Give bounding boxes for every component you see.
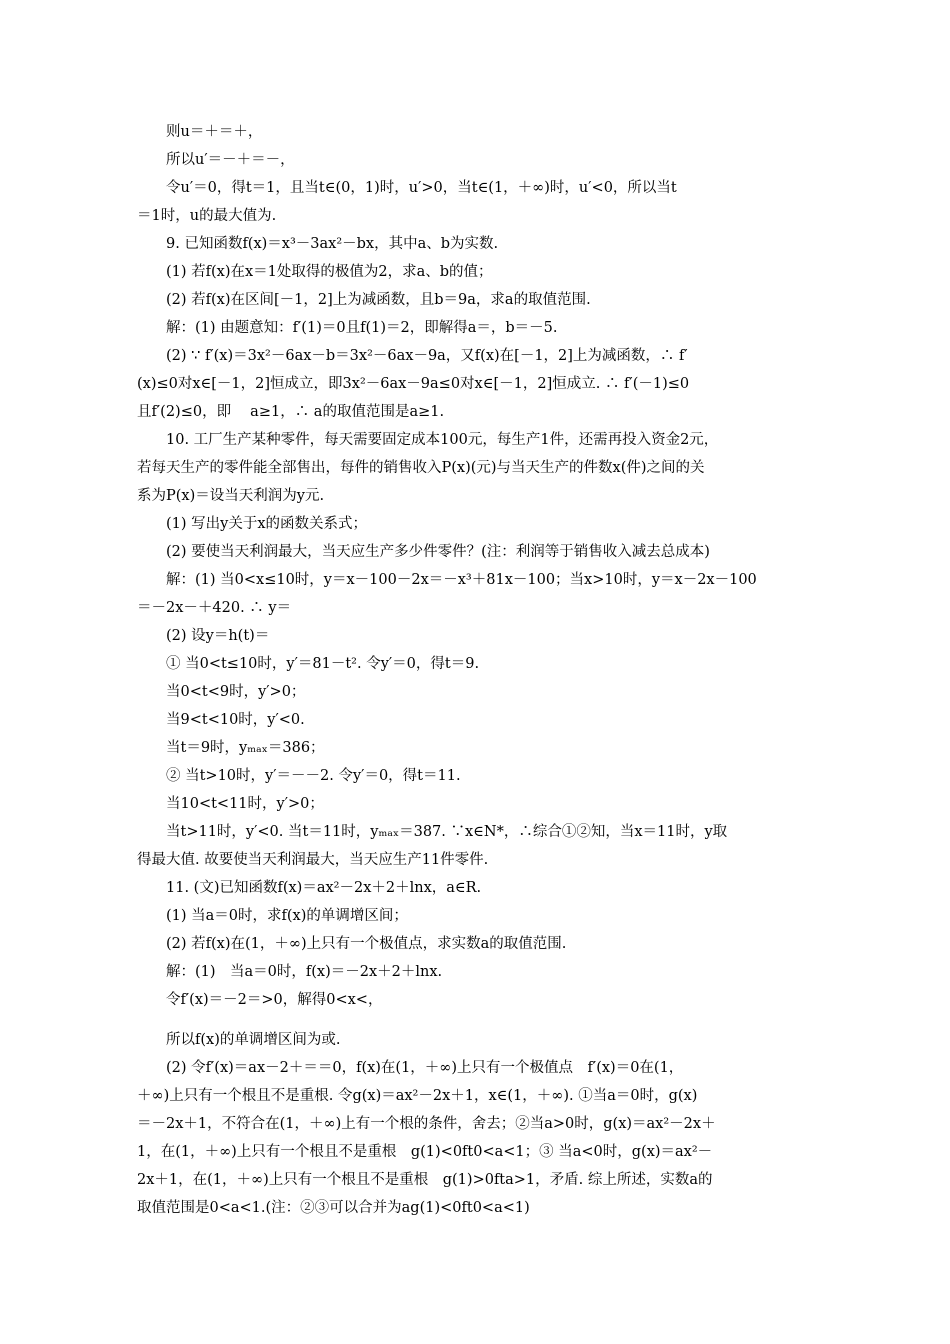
text-line: (2) 设y＝h(t)＝: [166, 628, 270, 644]
text-line: (2) ∵ f′(x)＝3x²－6ax－b＝3x²－6ax－9a，又f(x)在[－1，2]上为减函数，∴ f′: [166, 348, 688, 364]
text-line: 11. (文)已知函数f(x)＝ax²－2x＋2＋lnx，a∈R.: [166, 880, 482, 896]
text-line: ② 当t>10时，y′＝－－2. 令y′＝0，得t＝11.: [166, 768, 461, 784]
text-line: (1) 若f(x)在x＝1处取得的极值为2，求a、b的值；: [166, 264, 493, 280]
text-line: 若每天生产的零件能全部售出，每件的销售收入P(x)(元)与当天生产的件数x(件)之间的关: [137, 460, 705, 476]
text-line: ＝－2x－＋420. ∴ y＝: [137, 600, 292, 616]
text-line: (1) 当a＝0时，求f(x)的单调增区间；: [166, 908, 408, 924]
text-line: 9. 已知函数f(x)＝x³－3ax²－bx，其中a、b为实数.: [166, 236, 499, 252]
text-line: (2) 若f(x)在区间[－1，2]上为减函数，且b＝9a，求a的取值范围.: [166, 292, 591, 308]
text-line: ＝1时，u的最大值为.: [137, 208, 277, 224]
text-line: (2) 若f(x)在(1，＋∞)上只有一个极值点，求实数a的取值范围.: [166, 936, 567, 952]
text-line: 所以u′＝－＋＝－，: [166, 152, 295, 168]
text-line: 令u′＝0，得t＝1，且当t∈(0，1)时，u′>0，当t∈(1，＋∞)时，u′<0，所以当t: [166, 180, 677, 196]
text-line: 且f′(2)≤0，即 a≥1，∴ a的取值范围是a≥1.: [137, 404, 445, 420]
text-line: 10. 工厂生产某种零件，每天需要固定成本100元，每生产1件，还需再投入资金2元，: [166, 432, 719, 448]
text-line: 解：(1) 由题意知：f′(1)＝0且f(1)＝2，即解得a＝，b＝－5.: [166, 320, 558, 336]
text-line: 解：(1) 当0<x≤10时，y＝x－100－2x＝－x³＋81x－100；当x>10时，y＝x－2x－100: [166, 572, 757, 588]
text-line: 当10<t<11时，y′>0；: [166, 796, 324, 812]
text-line: 得最大值. 故要使当天利润最大，当天应生产11件零件.: [137, 852, 489, 868]
text-line: 取值范围是0<a<1.(注：②③可以合并为ag(1)<0ft0<a<1): [137, 1200, 530, 1216]
text-line: 所以f(x)的单调增区间为或.: [166, 1032, 341, 1048]
text-line: ＝－2x＋1，不符合在(1，＋∞)上有一个根的条件，舍去；②当a>0时，g(x)＝ax²－2x＋: [137, 1116, 716, 1132]
text-line: ＋∞)上只有一个根且不是重根. 令g(x)＝ax²－2x＋1，x∈(1，＋∞). ①当a＝0时，g(x): [137, 1088, 698, 1104]
text-line: 系为P(x)＝设当天利润为y元.: [137, 488, 325, 504]
text-line: 当t＝9时，yₘₐₓ＝386；: [166, 740, 325, 756]
text-line: 当t>11时，y′<0. 当t＝11时，yₘₐₓ＝387. ∵x∈N*，∴综合①②知，当x＝11时，y取: [166, 824, 728, 840]
text-line: 1，在(1，＋∞)上只有一个根且不是重根 g(1)<0ft0<a<1；③ 当a<0时，g(x)＝ax²－: [137, 1144, 713, 1160]
text-line: (x)≤0对x∈[－1，2]恒成立，即3x²－6ax－9a≤0对x∈[－1，2]恒成立. ∴ f′(－1)≤0: [137, 376, 690, 392]
text-line: 当0<t<9时，y′>0；: [166, 684, 306, 700]
text-line: (2) 令f′(x)＝ax－2＋＝＝0，f(x)在(1，＋∞)上只有一个极值点 f′(x)＝0在(1，: [166, 1060, 684, 1076]
text-line: 当9<t<10时，y′<0.: [166, 712, 305, 728]
text-line: ① 当0<t≤10时，y′＝81－t². 令y′＝0，得t＝9.: [166, 656, 480, 672]
text-line: 2x＋1，在(1，＋∞)上只有一个根且不是重根 g(1)>0fta>1，矛盾. 综上所述，实数a的: [137, 1172, 713, 1188]
text-line: (1) 写出y关于x的函数关系式；: [166, 516, 368, 532]
text-line: 解：(1) 当a＝0时，f(x)＝－2x＋2＋lnx.: [166, 964, 443, 980]
text-line: (2) 要使当天利润最大，当天应生产多少件零件？(注：利润等于销售收入减去总成本): [166, 544, 710, 560]
text-line: 令f′(x)＝－2＝>0，解得0<x<，: [166, 992, 383, 1008]
text-line: 则u＝＋＝＋，: [166, 124, 263, 140]
